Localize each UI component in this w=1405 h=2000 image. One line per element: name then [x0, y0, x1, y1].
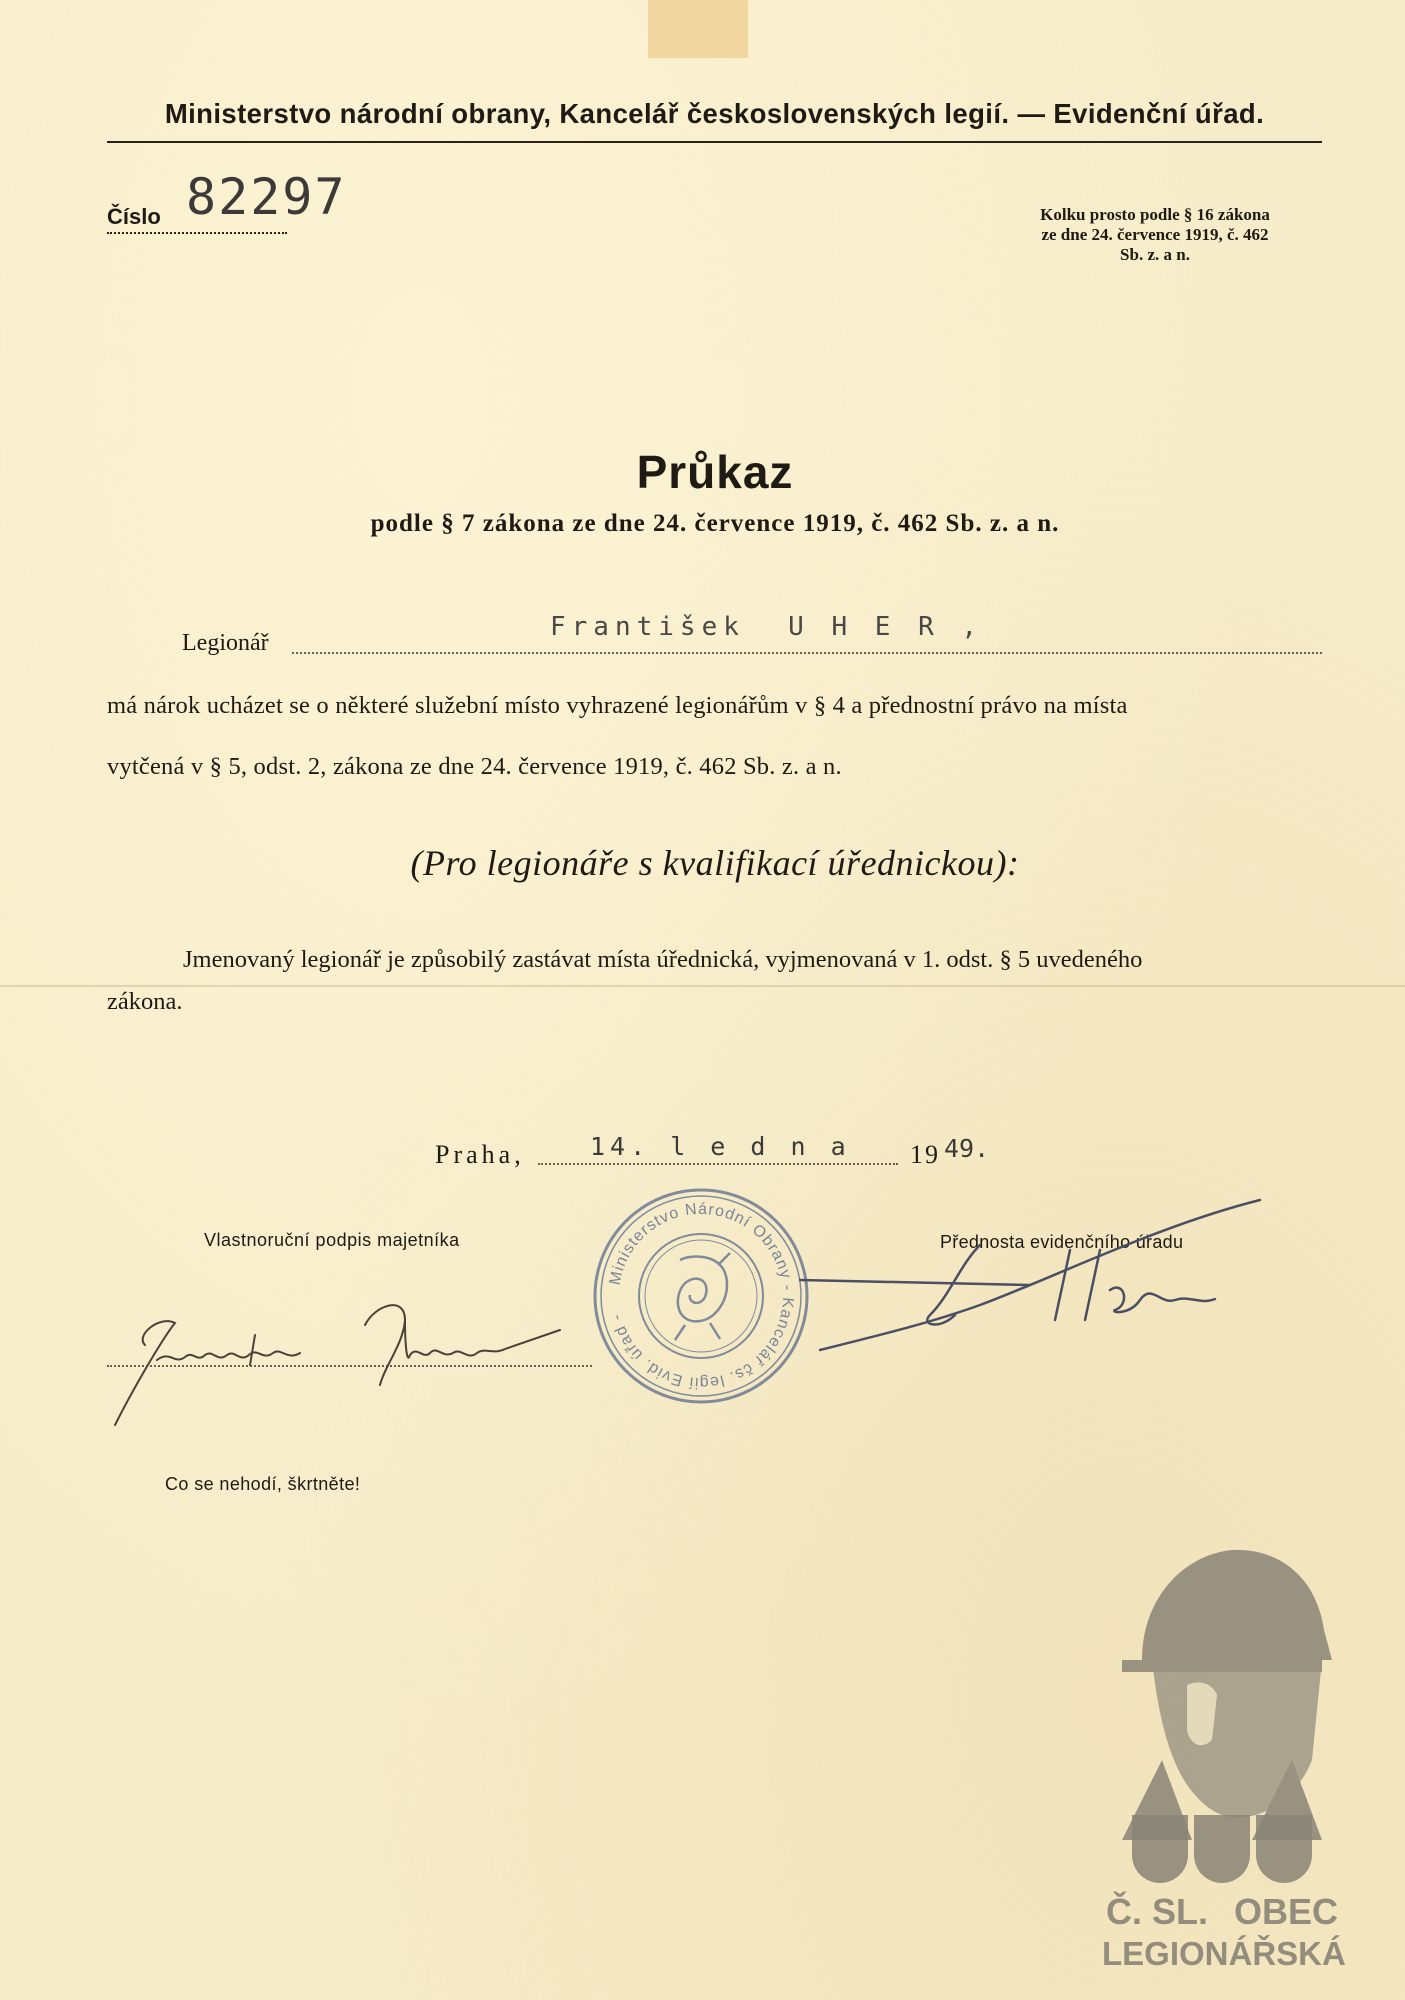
stamp-exemption-line: ze dne 24. července 1919, č. 462 [1041, 225, 1269, 244]
stamp-exemption-line: Sb. z. a n. [1120, 245, 1190, 264]
watermark-text: Č. SL. [1106, 1891, 1209, 1932]
legionnaire-label: Legionář [182, 630, 269, 656]
date-rule [538, 1163, 898, 1165]
owner-signature-label: Vlastnoruční podpis majetníka [204, 1230, 460, 1250]
coat-of-arms-icon [1194, 1815, 1250, 1883]
coat-of-arms-icon [1132, 1815, 1188, 1883]
chief-signature [780, 1195, 1280, 1365]
coats-of-arms [1102, 1815, 1342, 1883]
tape-mark [648, 0, 748, 58]
stamp-exemption-line: Kolku prosto podle § 16 zákona [1040, 205, 1270, 224]
letterhead-title: Ministerstvo národní obrany, Kancelář československých legií. — Evidenční úřad. [164, 98, 1265, 129]
number-label: Číslo [107, 204, 161, 229]
watermark-logo [1102, 1510, 1346, 1980]
body-text-line: vytčená v § 5, odst. 2, zákona ze dne 24. července 1919, č. 462 Sb. z. a n. [107, 753, 842, 780]
watermark-text: LEGIONÁŘSKÁ [1102, 1935, 1346, 1972]
qualification-heading: (Pro legionáře s kvalifikací úřednickou): [410, 843, 1020, 883]
watermark-text: OBEC [1233, 1891, 1338, 1932]
owner-signature [105, 1275, 585, 1435]
official-seal [590, 1185, 812, 1407]
fold-line [0, 985, 1405, 987]
legionnaire-portrait-icon [1102, 1510, 1342, 1840]
instruction-note: Co se nehodí, škrtněte! [165, 1474, 361, 1494]
letterhead-rule [107, 141, 1322, 143]
date-day-month: 14. l e d n a [590, 1132, 851, 1161]
date-year-prefix: 19 [910, 1140, 940, 1169]
body-text-line: má nárok ucházet se o některé služební místo vyhrazené legionářům v § 4 a přednostní právo na místa [107, 692, 1128, 719]
qualification-text-line: zákona. [107, 988, 183, 1015]
stamp-exemption-note [985, 205, 1325, 265]
number-value: 82297 [186, 168, 347, 226]
legionnaire-name: František U H E R , [550, 612, 984, 642]
date-year-suffix: 49. [944, 1134, 990, 1163]
qualification-text-line: Jmenovaný legionář je způsobilý zastávat místa úřednická, vyjmenovaná v 1. odst. § 5 uvedeného [183, 946, 1143, 973]
number-rule [107, 232, 287, 234]
document-title: Průkaz [636, 446, 794, 498]
date-place: Praha, [435, 1140, 525, 1169]
document-subtitle: podle § 7 zákona ze dne 24. července 1919, č. 462 Sb. z. a n. [370, 510, 1060, 537]
coat-of-arms-icon [1256, 1815, 1312, 1883]
chief-signature-label: Přednosta evidenčního úřadu [940, 1232, 1184, 1252]
watermark-line1 [1102, 1891, 1342, 1933]
legionnaire-rule [292, 652, 1322, 654]
seal-text: Ministerstvo Národní Obrany - Kancelář čs. legií Evid. úřad - [606, 1200, 797, 1392]
